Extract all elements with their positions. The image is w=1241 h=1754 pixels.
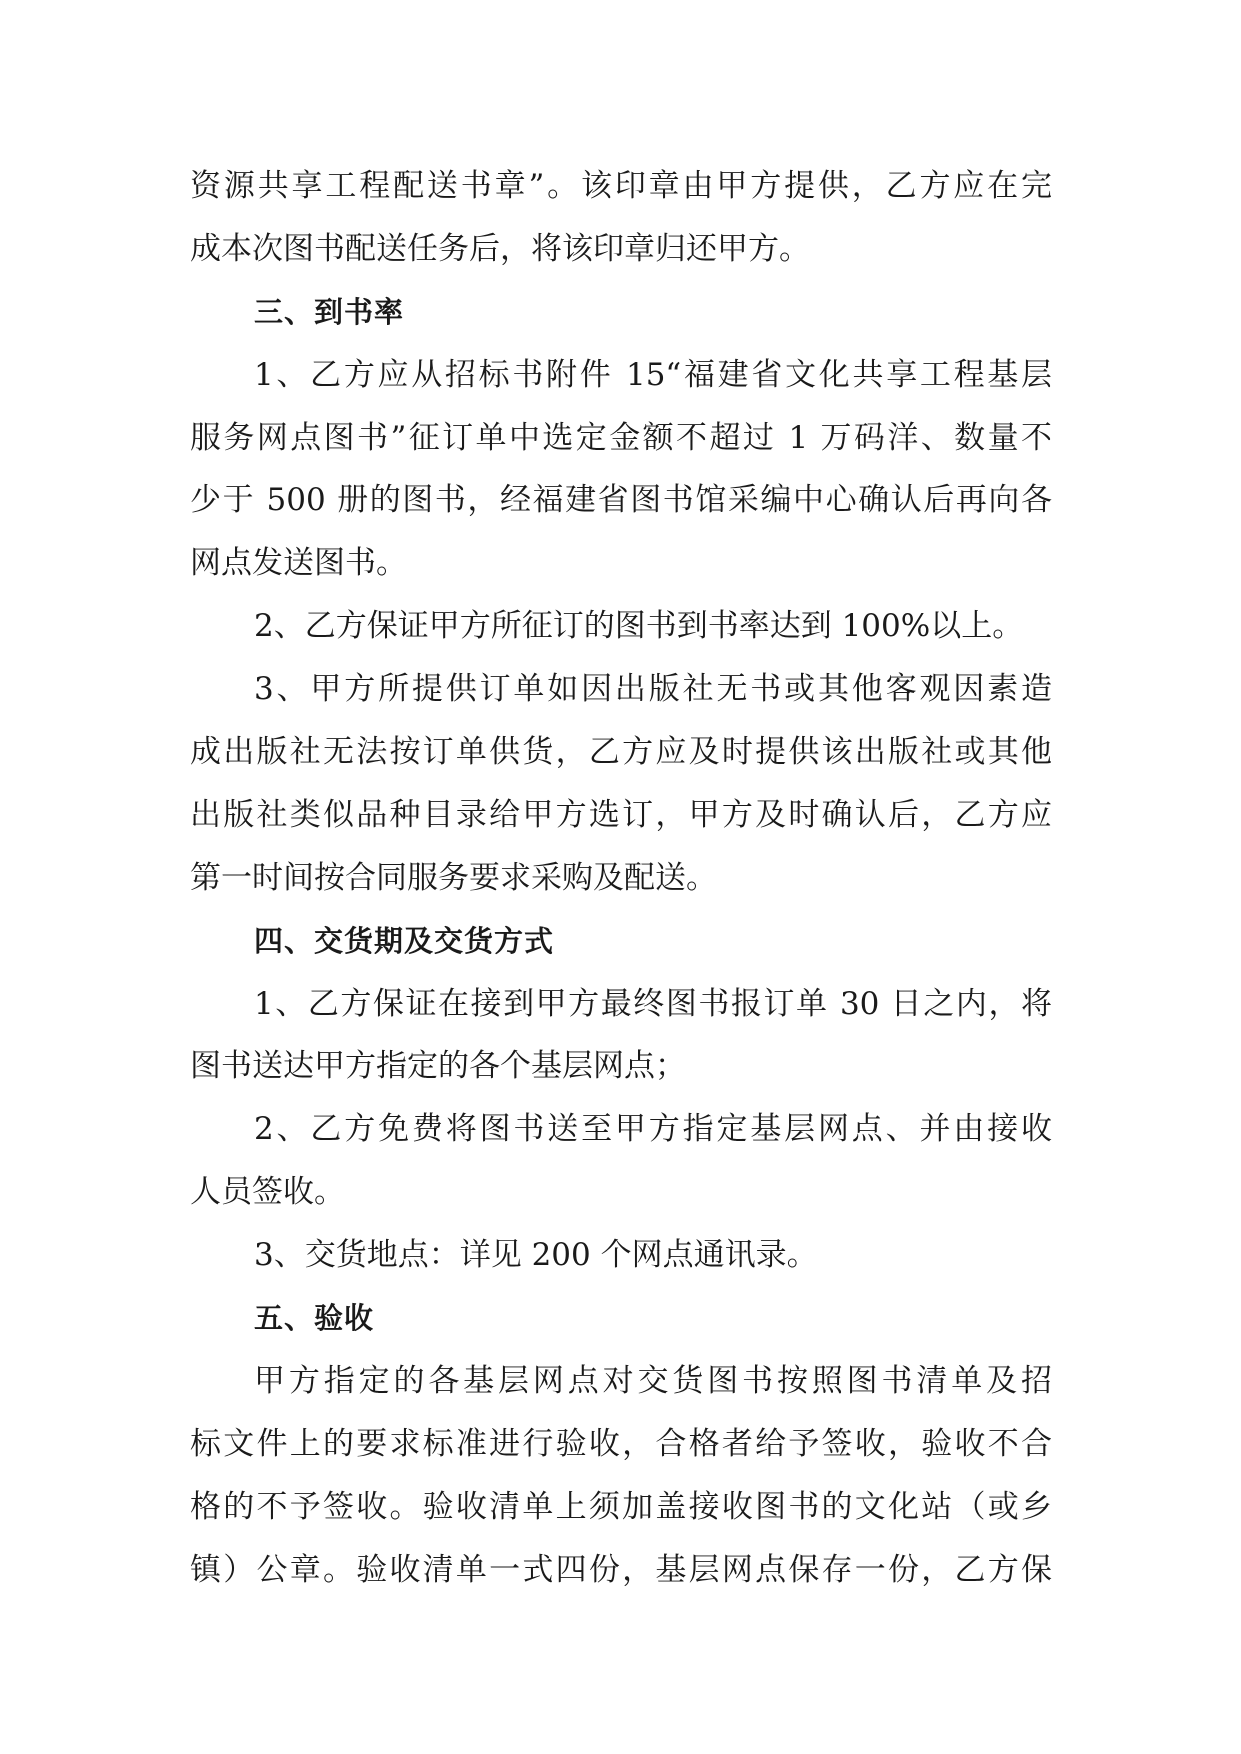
text-line: 镇）公章。验收清单一式四份，基层网点保存一份，乙方保	[190, 1551, 1052, 1588]
text-line: 第一时间按合同服务要求采购及配送。	[190, 859, 717, 896]
section-heading: 五、验收	[254, 1301, 375, 1336]
text-line: 1、乙方应从招标书附件 15“福建省文化共享工程基层	[254, 356, 1052, 393]
text-line: 网点发送图书。	[190, 545, 407, 582]
text-line: 3、甲方所提供订单如因出版社无书或其他客观因素造	[254, 671, 1052, 708]
text-line: 甲方指定的各基层网点对交货图书按照图书清单及招	[254, 1362, 1052, 1399]
text-line: 资源共享工程配送书章”。该印章由甲方提供，乙方应在完	[190, 168, 1052, 204]
text-line: 标文件上的要求标准进行验收，合格者给予签收，验收不合	[190, 1425, 1052, 1462]
text-line: 3、交货地点：详见 200 个网点通讯录。	[254, 1237, 818, 1274]
text-line: 出版社类似品种目录给甲方选订，甲方及时确认后，乙方应	[190, 796, 1052, 833]
section-heading: 四、交货期及交货方式	[254, 923, 555, 958]
text-line: 少于 500 册的图书，经福建省图书馆采编中心确认后再向各	[190, 482, 1052, 519]
text-line: 人员签收。	[190, 1174, 345, 1211]
document-page	[190, 155, 1052, 1601]
text-line: 2、乙方免费将图书送至甲方指定基层网点、并由接收	[254, 1111, 1052, 1148]
text-line: 服务网点图书”征订单中选定金额不超过 1 万码洋、数量不	[190, 419, 1052, 456]
text-line: 成出版社无法按订单供货，乙方应及时提供该出版社或其他	[190, 734, 1052, 771]
text-line: 格的不予签收。验收清单上须加盖接收图书的文化站（或乡	[190, 1488, 1052, 1525]
text-line: 图书送达甲方指定的各个基层网点；	[190, 1048, 686, 1085]
text-line: 2、乙方保证甲方所征订的图书到书率达到 100%以上。	[254, 608, 1024, 645]
section-heading: 三、到书率	[254, 294, 405, 329]
text-line: 1、乙方保证在接到甲方最终图书报订单 30 日之内，将	[254, 985, 1052, 1022]
text-line: 成本次图书配送任务后，将该印章归还甲方。	[190, 230, 810, 267]
